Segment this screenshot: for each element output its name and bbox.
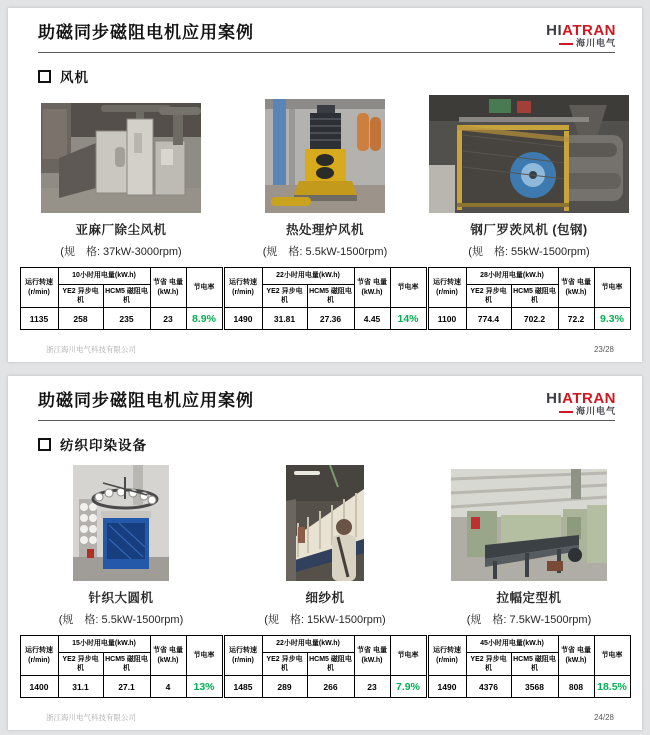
case-spec: (规 格: 5.5kW-1500rpm) [262,246,388,258]
value-rate: 18.5% [594,676,630,698]
slide-header [8,8,642,48]
photo-stenter-machine [451,459,607,581]
header-ye2: YE2 异步电机 [262,285,307,308]
logo-prefix: HI [546,22,563,39]
logo-wordmark [546,391,616,406]
logo-subtitle [546,407,616,416]
slide-textile-equipment [8,376,642,730]
case-data-table [20,635,223,698]
case-spinning-frame [224,459,426,698]
case-data-table [20,267,223,330]
section-row [38,434,642,454]
header-hcm5: HCM5 磁阻电机 [511,653,558,676]
header-ye2: YE2 异步电机 [58,285,103,308]
case-name: 针织大圆机 [88,591,154,605]
cases-row [8,91,642,330]
value-saving: 23 [150,308,186,330]
value-rate: 8.9% [186,308,222,330]
header-saving: 节省 电量 (kW.h) [150,268,186,308]
stenter-machine-illustration [451,469,607,581]
header-hcm5: HCM5 磁阻电机 [103,653,150,676]
case-spec: (规 格: 5.5kW-1500rpm) [58,614,184,626]
header-usage: 10小时用电量(kW.h) [58,268,150,285]
photo-heat-treatment-fan [265,91,385,213]
value-ye2: 774.4 [466,308,511,330]
header-ye2: YE2 异步电机 [58,653,103,676]
header-rate: 节电率 [594,636,630,676]
footer-company: 浙江海川电气科技有限公司 [46,713,136,722]
logo-subtitle [546,39,616,48]
value-rate: 13% [186,676,222,698]
roots-blower-illustration [429,95,629,213]
case-dust-collector-fan [20,91,222,330]
value-saving: 4.45 [354,308,390,330]
case-data-table [428,267,631,330]
value-saving: 23 [354,676,390,698]
value-rate: 14% [390,308,426,330]
value-rate: 9.3% [594,308,630,330]
circular-knitting-machine-illustration [73,465,169,581]
header-rate: 节电率 [390,636,426,676]
value-saving: 4 [150,676,186,698]
value-ye2: 4376 [466,676,511,698]
header-usage: 15小时用电量(kW.h) [58,636,150,653]
photo-circular-knitting-machine [73,459,169,581]
value-speed: 1400 [20,676,58,698]
square-bullet-icon [38,438,51,451]
header-hcm5: HCM5 磁阻电机 [307,285,354,308]
section-row [38,66,642,86]
cases-row [8,459,642,698]
case-name: 细纱机 [305,591,345,605]
logo-suffix: ATRAN [562,22,616,39]
value-hcm5: 3568 [511,676,558,698]
header-hcm5: HCM5 磁阻电机 [307,653,354,676]
case-circular-knitting-machine [20,459,222,698]
value-speed: 1490 [428,676,466,698]
case-name: 钢厂罗茨风机 (包钢) [470,223,588,237]
section-label: 纺织印染设备 [60,438,147,453]
header-usage: 45小时用电量(kW.h) [466,636,558,653]
footer-page-number: 24/28 [593,713,614,722]
header-saving: 节省 电量 (kW.h) [558,268,594,308]
footer-company: 浙江海川电气科技有限公司 [46,345,136,354]
value-hcm5: 27.36 [307,308,354,330]
case-data-table [224,267,427,330]
header-rate: 节电率 [186,268,222,308]
header-speed: 运行转速 (r/min) [428,268,466,308]
logo-subtitle-text: 海川电气 [575,406,616,416]
header-speed: 运行转速 (r/min) [20,636,58,676]
title-underline [38,420,615,421]
header-usage: 22小时用电量(kW.h) [262,636,354,653]
case-name: 拉幅定型机 [496,591,562,605]
value-speed: 1100 [428,308,466,330]
header-rate: 节电率 [594,268,630,308]
case-spec: (规 格: 7.5kW-1500rpm) [466,614,592,626]
spinning-frame-illustration [286,465,364,581]
header-saving: 节省 电量 (kW.h) [354,268,390,308]
value-rate: 7.9% [390,676,426,698]
header-usage: 28小时用电量(kW.h) [466,268,558,285]
value-hcm5: 702.2 [511,308,558,330]
value-hcm5: 27.1 [103,676,150,698]
title-underline [38,52,615,53]
square-bullet-icon [38,70,51,83]
value-ye2: 289 [262,676,307,698]
value-speed: 1135 [20,308,58,330]
section-label: 风机 [60,70,89,85]
case-spec: (规 格: 55kW-1500rpm) [468,246,590,258]
logo-wordmark [546,23,616,38]
photo-roots-blower [429,91,629,213]
header-usage: 22小时用电量(kW.h) [262,268,354,285]
slide-title: 助磁同步磁阻电机应用案例 [38,391,254,410]
header-speed: 运行转速 (r/min) [428,636,466,676]
case-name: 热处理炉风机 [285,223,364,237]
header-rate: 节电率 [390,268,426,308]
dust-collector-fan-illustration [41,103,201,213]
photo-dust-collector-fan [41,91,201,213]
value-speed: 1485 [224,676,262,698]
case-data-table [428,635,631,698]
slide-title: 助磁同步磁阻电机应用案例 [38,23,254,42]
slide-fans [8,8,642,362]
header-rate: 节电率 [186,636,222,676]
value-hcm5: 235 [103,308,150,330]
slide-footer [46,344,614,355]
value-speed: 1490 [224,308,262,330]
header-hcm5: HCM5 磁阻电机 [511,285,558,308]
case-data-table [224,635,427,698]
case-heat-treatment-fan [224,91,426,330]
logo-red-bar [559,43,573,45]
value-ye2: 31.1 [58,676,103,698]
slide-header [8,376,642,416]
header-hcm5: HCM5 磁阻电机 [103,285,150,308]
value-hcm5: 266 [307,676,354,698]
value-ye2: 258 [58,308,103,330]
case-name: 亚麻厂除尘风机 [75,223,167,237]
value-ye2: 31.81 [262,308,307,330]
logo-suffix: ATRAN [562,390,616,407]
hiatran-logo [546,23,616,48]
hiatran-logo [546,391,616,416]
logo-prefix: HI [546,390,563,407]
header-ye2: YE2 异步电机 [262,653,307,676]
header-speed: 运行转速 (r/min) [20,268,58,308]
header-speed: 运行转速 (r/min) [224,636,262,676]
header-saving: 节省 电量 (kW.h) [150,636,186,676]
case-stenter-machine [428,459,630,698]
header-ye2: YE2 异步电机 [466,653,511,676]
case-spec: (规 格: 37kW-3000rpm) [60,246,182,258]
header-speed: 运行转速 (r/min) [224,268,262,308]
header-saving: 节省 电量 (kW.h) [354,636,390,676]
logo-red-bar [559,411,573,413]
photo-spinning-frame [286,459,364,581]
case-roots-blower [428,91,630,330]
header-saving: 节省 电量 (kW.h) [558,636,594,676]
header-ye2: YE2 异步电机 [466,285,511,308]
slide-footer [46,712,614,723]
logo-subtitle-text: 海川电气 [575,38,616,48]
case-spec: (规 格: 15kW-1500rpm) [264,614,386,626]
value-saving: 72.2 [558,308,594,330]
footer-page-number: 23/28 [593,345,614,354]
value-saving: 808 [558,676,594,698]
heat-treatment-fan-illustration [265,99,385,213]
